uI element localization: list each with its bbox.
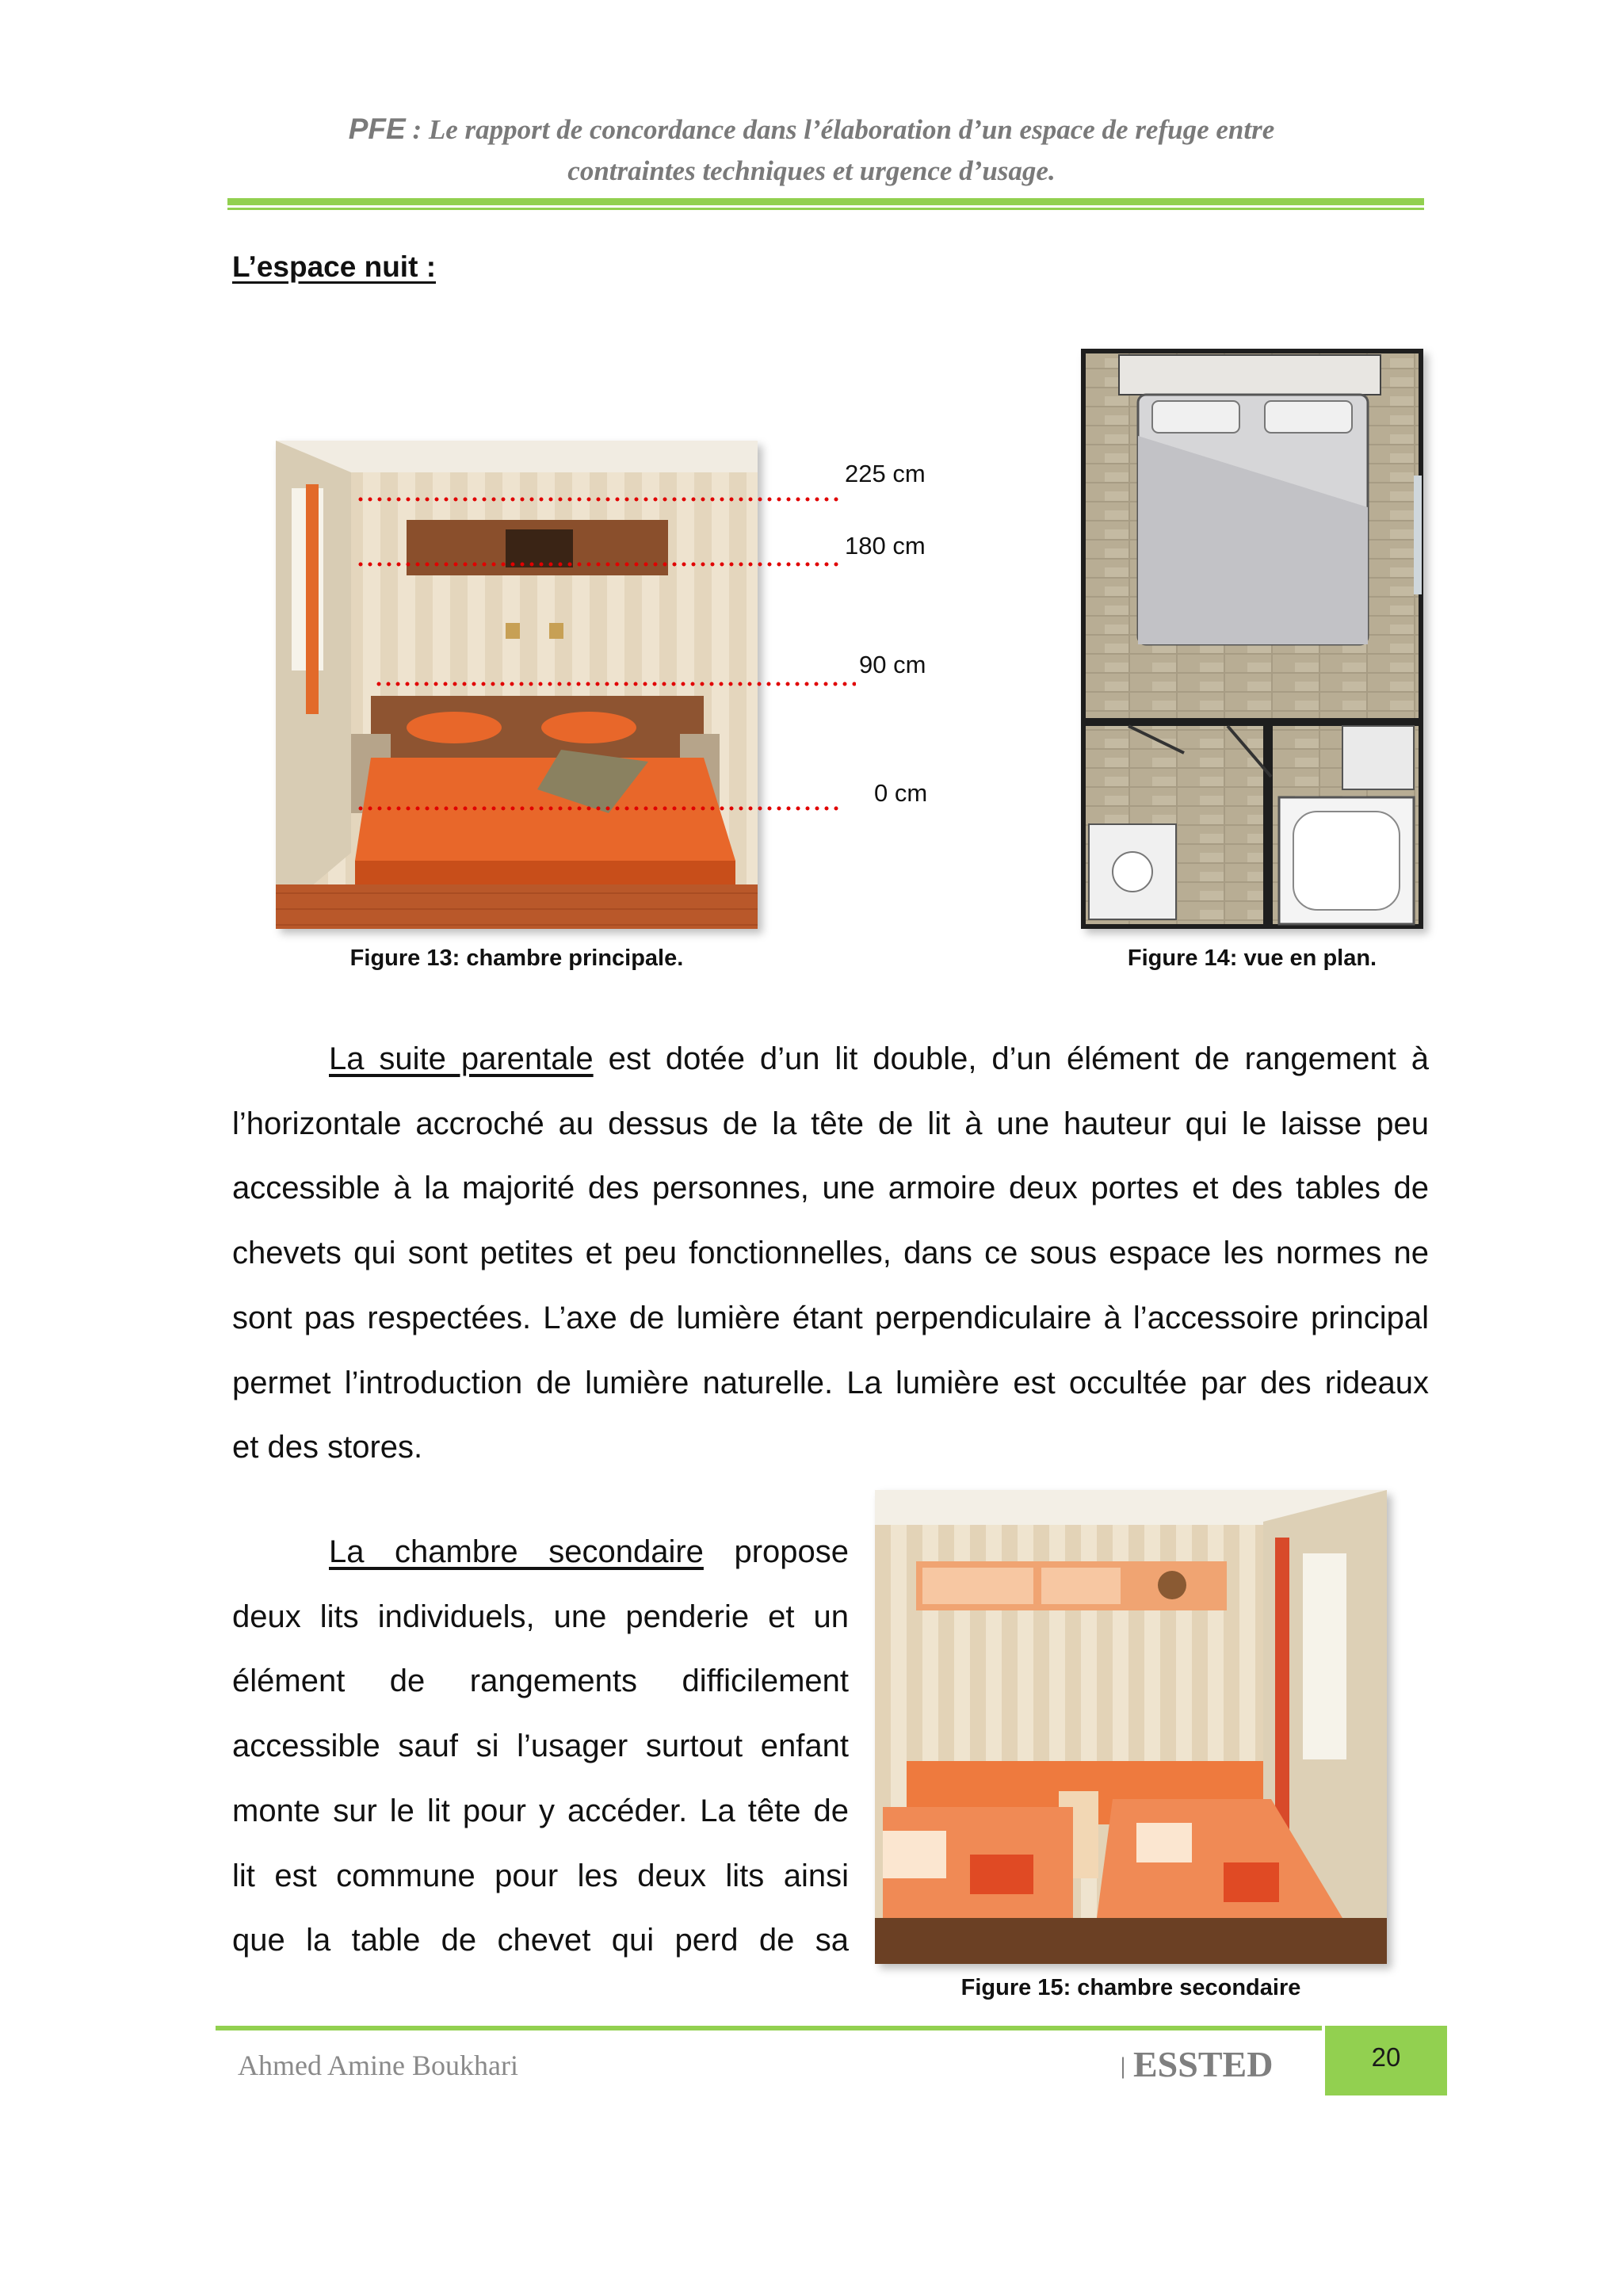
figure13-caption: Figure 13: chambre principale. [349,946,684,971]
footer-rule [216,2026,1322,2030]
paragraph2-line: lit est commune pour les deux lits ainsi [232,1858,849,1893]
paragraph2-line: deux lits individuels, une penderie et un [232,1599,849,1634]
footer-institution: ESSTED [1133,2044,1274,2084]
header-title-line1 [0,113,1623,147]
paragraph1-line: La suite parentale est dotée d’un lit double, d’un élément de rangement à [329,1041,1429,1076]
height-markers [349,476,856,824]
header-title-line2: contraintes techniques et urgence d’usage. [567,155,1056,186]
height-label-90: 90 cm [859,651,926,678]
header-rule [227,198,1424,205]
section-title: L’espace nuit : [232,250,437,283]
figure15-caption: Figure 15: chambre secondaire [960,1975,1301,2000]
page-number: 20 [1325,2026,1447,2095]
paragraph2-line: monte sur le lit pour y accéder. La tête de [232,1793,849,1828]
paragraph1-line: et des stores. [232,1430,423,1465]
footer-separator: | [1121,2053,1126,2079]
paragraph2-line: La chambre secondaire propose [329,1534,850,1569]
paragraph1 [232,1027,1429,1480]
paragraph2-lead: La chambre secondaire [329,1534,704,1569]
paragraph2 [232,1520,849,1973]
paragraph2-line: élément de rangements difficilement [232,1664,849,1699]
figure15-photo [875,1490,1387,1964]
paragraph1-line: sont pas respectées. L’axe de lumière étant perpendiculaire à l’accessoire principal [232,1300,1429,1335]
figure14-caption: Figure 14: vue en plan. [1127,946,1377,971]
paragraph1-line: chevets qui sont petites et peu fonctionnelles, dans ce sous espace les normes ne [232,1236,1429,1271]
height-label-180: 180 cm [845,532,926,560]
paragraph1-line: l’horizontale accroché au dessus de la tête de lit à une hauteur qui le laisse peu [232,1106,1429,1141]
paragraph1-lead: La suite parentale [329,1041,594,1076]
header-rule-thin [227,208,1424,210]
height-label-0: 0 cm [874,779,928,807]
header-title-text: : Le rapport de concordance dans l’élaboration d’un espace de refuge entre [405,114,1275,145]
height-label-225: 225 cm [845,460,926,487]
paragraph2-line: que la table de chevet qui perd de sa [232,1923,849,1958]
paragraph1-line: accessible à la majorité des personnes, une armoire deux portes et des tables de [232,1171,1429,1206]
footer-author: Ahmed Amine Boukhari [238,2050,518,2081]
paragraph2-line: accessible sauf si l’usager surtout enfant [232,1729,849,1764]
header-pfe: PFE [348,113,406,145]
paragraph1-line: permet l’introduction de lumière naturelle. La lumière est occultée par des rideaux [232,1365,1429,1400]
figure14-plan [1081,349,1423,929]
